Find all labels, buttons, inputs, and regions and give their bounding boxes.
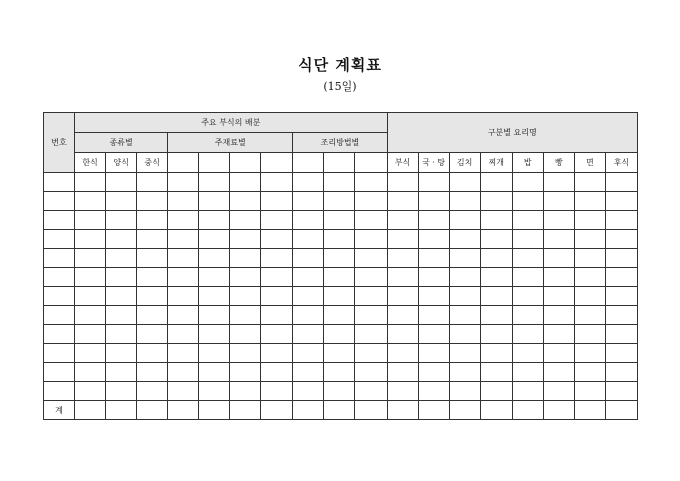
total-cell[interactable] bbox=[449, 401, 480, 420]
table-cell[interactable] bbox=[168, 325, 199, 344]
table-cell[interactable] bbox=[44, 287, 75, 306]
table-cell[interactable] bbox=[293, 249, 324, 268]
header-blank-cell bbox=[230, 153, 261, 173]
table-row bbox=[44, 268, 638, 287]
table-cell[interactable] bbox=[230, 230, 261, 249]
table-cell[interactable] bbox=[44, 211, 75, 230]
page-title: 식단 계획표 bbox=[298, 56, 382, 74]
table-cell[interactable] bbox=[543, 173, 574, 192]
total-cell[interactable] bbox=[168, 401, 199, 420]
table-cell[interactable] bbox=[293, 211, 324, 230]
table-cell[interactable] bbox=[261, 363, 293, 382]
table-cell[interactable] bbox=[44, 306, 75, 325]
table-cell[interactable] bbox=[543, 287, 574, 306]
header-kimchi: 김치 bbox=[449, 153, 480, 173]
table-cell[interactable] bbox=[106, 306, 137, 325]
table-cell[interactable] bbox=[168, 211, 199, 230]
table-cell[interactable] bbox=[44, 173, 75, 192]
table-cell[interactable] bbox=[480, 306, 512, 325]
table-cell[interactable] bbox=[418, 363, 449, 382]
table-row bbox=[44, 325, 638, 344]
table-cell[interactable] bbox=[605, 382, 637, 401]
table-cell[interactable] bbox=[543, 268, 574, 287]
table-cell[interactable] bbox=[512, 382, 543, 401]
table-cell[interactable] bbox=[605, 268, 637, 287]
page-subtitle: (15일) bbox=[323, 80, 357, 93]
table-cell[interactable] bbox=[387, 287, 418, 306]
table-cell[interactable] bbox=[168, 287, 199, 306]
table-cell[interactable] bbox=[75, 344, 106, 363]
table-cell[interactable] bbox=[605, 344, 637, 363]
table-cell[interactable] bbox=[574, 192, 605, 211]
table-cell[interactable] bbox=[480, 382, 512, 401]
table-cell[interactable] bbox=[75, 211, 106, 230]
table-cell[interactable] bbox=[574, 211, 605, 230]
table-cell[interactable] bbox=[480, 173, 512, 192]
table-cell[interactable] bbox=[324, 173, 355, 192]
table-cell[interactable] bbox=[605, 192, 637, 211]
table-cell[interactable] bbox=[44, 382, 75, 401]
table-cell[interactable] bbox=[75, 325, 106, 344]
table-cell[interactable] bbox=[324, 249, 355, 268]
table-cell[interactable] bbox=[293, 382, 324, 401]
table-cell[interactable] bbox=[543, 230, 574, 249]
total-cell[interactable] bbox=[199, 401, 230, 420]
table-cell[interactable] bbox=[418, 306, 449, 325]
table-cell[interactable] bbox=[137, 268, 168, 287]
header-blank-cell bbox=[199, 153, 230, 173]
total-cell[interactable] bbox=[605, 401, 637, 420]
table-cell[interactable] bbox=[387, 344, 418, 363]
table-cell[interactable] bbox=[293, 192, 324, 211]
table-cell[interactable] bbox=[199, 192, 230, 211]
table-cell[interactable] bbox=[387, 268, 418, 287]
table-cell[interactable] bbox=[605, 173, 637, 192]
header-blank-cell bbox=[261, 153, 293, 173]
table-cell[interactable] bbox=[574, 268, 605, 287]
table-cell[interactable] bbox=[387, 249, 418, 268]
table-cell[interactable] bbox=[512, 211, 543, 230]
table-cell[interactable] bbox=[449, 173, 480, 192]
table-cell[interactable] bbox=[44, 249, 75, 268]
table-cell[interactable] bbox=[261, 268, 293, 287]
table-cell[interactable] bbox=[324, 230, 355, 249]
total-label: 계 bbox=[44, 401, 75, 420]
table-cell[interactable] bbox=[44, 344, 75, 363]
table-cell[interactable] bbox=[137, 230, 168, 249]
table-cell[interactable] bbox=[355, 344, 387, 363]
table-cell[interactable] bbox=[293, 268, 324, 287]
table-cell[interactable] bbox=[106, 382, 137, 401]
table-cell[interactable] bbox=[418, 382, 449, 401]
table-cell[interactable] bbox=[605, 325, 637, 344]
table-cell[interactable] bbox=[137, 249, 168, 268]
total-cell[interactable] bbox=[355, 401, 387, 420]
table-row bbox=[44, 211, 638, 230]
total-cell[interactable] bbox=[418, 401, 449, 420]
header-chinese: 중식 bbox=[137, 153, 168, 173]
table-cell[interactable] bbox=[512, 287, 543, 306]
table-cell[interactable] bbox=[230, 287, 261, 306]
table-cell[interactable] bbox=[230, 382, 261, 401]
table-cell[interactable] bbox=[355, 287, 387, 306]
table-cell[interactable] bbox=[574, 363, 605, 382]
table-cell[interactable] bbox=[44, 325, 75, 344]
table-cell[interactable] bbox=[199, 306, 230, 325]
table-cell[interactable] bbox=[480, 192, 512, 211]
table-cell[interactable] bbox=[293, 230, 324, 249]
table-cell[interactable] bbox=[44, 230, 75, 249]
total-cell[interactable] bbox=[230, 401, 261, 420]
total-cell[interactable] bbox=[387, 401, 418, 420]
table-cell[interactable] bbox=[387, 211, 418, 230]
table-cell[interactable] bbox=[199, 344, 230, 363]
table-row bbox=[44, 363, 638, 382]
table-cell[interactable] bbox=[355, 173, 387, 192]
total-cell[interactable] bbox=[574, 401, 605, 420]
table-cell[interactable] bbox=[449, 230, 480, 249]
table-row bbox=[44, 306, 638, 325]
table-cell[interactable] bbox=[137, 192, 168, 211]
table-cell[interactable] bbox=[605, 249, 637, 268]
table-cell[interactable] bbox=[230, 325, 261, 344]
total-cell[interactable] bbox=[261, 401, 293, 420]
table-cell[interactable] bbox=[355, 382, 387, 401]
table-cell[interactable] bbox=[512, 268, 543, 287]
table-cell[interactable] bbox=[449, 211, 480, 230]
table-cell[interactable] bbox=[449, 287, 480, 306]
table-cell[interactable] bbox=[480, 230, 512, 249]
table-cell[interactable] bbox=[230, 306, 261, 325]
table-row bbox=[44, 344, 638, 363]
table-cell[interactable] bbox=[512, 306, 543, 325]
table-cell[interactable] bbox=[605, 306, 637, 325]
table-cell[interactable] bbox=[106, 173, 137, 192]
table-cell[interactable] bbox=[355, 230, 387, 249]
total-cell[interactable] bbox=[137, 401, 168, 420]
table-cell[interactable] bbox=[199, 268, 230, 287]
table-cell[interactable] bbox=[261, 211, 293, 230]
table-cell[interactable] bbox=[137, 306, 168, 325]
table-cell[interactable] bbox=[75, 382, 106, 401]
table-cell[interactable] bbox=[480, 249, 512, 268]
table-cell[interactable] bbox=[106, 268, 137, 287]
table-cell[interactable] bbox=[418, 268, 449, 287]
table-cell[interactable] bbox=[512, 192, 543, 211]
table-cell[interactable] bbox=[324, 363, 355, 382]
table-row bbox=[44, 382, 638, 401]
table-cell[interactable] bbox=[230, 249, 261, 268]
header-blank-cell bbox=[293, 153, 324, 173]
table-cell[interactable] bbox=[324, 325, 355, 344]
table-cell[interactable] bbox=[137, 325, 168, 344]
table-cell[interactable] bbox=[574, 325, 605, 344]
table-cell[interactable] bbox=[199, 230, 230, 249]
header-main-side-dish-allocation: 주요 부식의 배분 bbox=[75, 113, 388, 133]
table-cell[interactable] bbox=[449, 192, 480, 211]
table-cell[interactable] bbox=[261, 306, 293, 325]
table-cell[interactable] bbox=[230, 363, 261, 382]
header-dish-names-by-category: 구분별 요리명 bbox=[387, 113, 637, 153]
table-cell[interactable] bbox=[574, 344, 605, 363]
table-cell[interactable] bbox=[168, 249, 199, 268]
table-cell[interactable] bbox=[75, 287, 106, 306]
table-cell[interactable] bbox=[75, 192, 106, 211]
table-cell[interactable] bbox=[324, 306, 355, 325]
table-cell[interactable] bbox=[137, 363, 168, 382]
table-cell[interactable] bbox=[199, 382, 230, 401]
table-cell[interactable] bbox=[387, 230, 418, 249]
table-cell[interactable] bbox=[324, 344, 355, 363]
table-cell[interactable] bbox=[543, 306, 574, 325]
table-cell[interactable] bbox=[168, 173, 199, 192]
table-cell[interactable] bbox=[324, 268, 355, 287]
table-cell[interactable] bbox=[387, 192, 418, 211]
table-cell[interactable] bbox=[106, 230, 137, 249]
table-cell[interactable] bbox=[199, 211, 230, 230]
table-cell[interactable] bbox=[199, 287, 230, 306]
table-cell[interactable] bbox=[449, 382, 480, 401]
header-number: 번호 bbox=[44, 113, 75, 173]
table-cell[interactable] bbox=[106, 363, 137, 382]
table-cell[interactable] bbox=[44, 268, 75, 287]
table-cell[interactable] bbox=[324, 211, 355, 230]
table-cell[interactable] bbox=[449, 363, 480, 382]
table-row bbox=[44, 287, 638, 306]
table-cell[interactable] bbox=[480, 325, 512, 344]
header-by-cooking-method: 조리방법별 bbox=[293, 133, 387, 153]
table-cell[interactable] bbox=[261, 287, 293, 306]
table-cell[interactable] bbox=[512, 249, 543, 268]
table-cell[interactable] bbox=[106, 249, 137, 268]
table-cell[interactable] bbox=[199, 249, 230, 268]
table-cell[interactable] bbox=[168, 382, 199, 401]
header-side-dish: 부식 bbox=[387, 153, 418, 173]
table-cell[interactable] bbox=[512, 363, 543, 382]
table-cell[interactable] bbox=[355, 249, 387, 268]
table-body bbox=[44, 173, 638, 420]
table-cell[interactable] bbox=[418, 344, 449, 363]
table-cell[interactable] bbox=[355, 325, 387, 344]
total-cell[interactable] bbox=[480, 401, 512, 420]
table-cell[interactable] bbox=[324, 287, 355, 306]
table-cell[interactable] bbox=[387, 306, 418, 325]
table-cell[interactable] bbox=[324, 382, 355, 401]
table-cell[interactable] bbox=[199, 363, 230, 382]
table-cell[interactable] bbox=[512, 325, 543, 344]
table-cell[interactable] bbox=[574, 173, 605, 192]
table-cell[interactable] bbox=[106, 344, 137, 363]
table-cell[interactable] bbox=[137, 287, 168, 306]
table-cell[interactable] bbox=[137, 211, 168, 230]
header-rice: 밥 bbox=[512, 153, 543, 173]
table-cell[interactable] bbox=[543, 249, 574, 268]
table-cell[interactable] bbox=[543, 363, 574, 382]
table-cell[interactable] bbox=[418, 230, 449, 249]
table-cell[interactable] bbox=[261, 344, 293, 363]
header-noodles: 면 bbox=[574, 153, 605, 173]
table-cell[interactable] bbox=[106, 211, 137, 230]
table-cell[interactable] bbox=[44, 192, 75, 211]
table-cell[interactable] bbox=[44, 363, 75, 382]
table-cell[interactable] bbox=[75, 268, 106, 287]
table-cell[interactable] bbox=[512, 344, 543, 363]
table-cell[interactable] bbox=[355, 211, 387, 230]
table-cell[interactable] bbox=[543, 325, 574, 344]
table-cell[interactable] bbox=[168, 268, 199, 287]
table-cell[interactable] bbox=[418, 325, 449, 344]
header-blank-cell bbox=[324, 153, 355, 173]
table-cell[interactable] bbox=[543, 211, 574, 230]
table-cell[interactable] bbox=[75, 306, 106, 325]
table-cell[interactable] bbox=[387, 173, 418, 192]
table-cell[interactable] bbox=[230, 192, 261, 211]
table-row bbox=[44, 173, 638, 192]
total-cell[interactable] bbox=[543, 401, 574, 420]
table-cell[interactable] bbox=[418, 173, 449, 192]
table-cell[interactable] bbox=[480, 287, 512, 306]
table-cell[interactable] bbox=[480, 363, 512, 382]
table-cell[interactable] bbox=[605, 363, 637, 382]
table-row bbox=[44, 249, 638, 268]
table-cell[interactable] bbox=[418, 287, 449, 306]
header-blank-cell bbox=[168, 153, 199, 173]
header-by-main-ingredient: 주재료별 bbox=[168, 133, 293, 153]
total-cell[interactable] bbox=[512, 401, 543, 420]
table-cell[interactable] bbox=[512, 230, 543, 249]
table-cell[interactable] bbox=[137, 344, 168, 363]
table-cell[interactable] bbox=[168, 230, 199, 249]
table-cell[interactable] bbox=[574, 306, 605, 325]
table-cell[interactable] bbox=[449, 325, 480, 344]
table-cell[interactable] bbox=[543, 344, 574, 363]
header-soup-stew: 국 · 탕 bbox=[418, 153, 449, 173]
table-cell[interactable] bbox=[480, 211, 512, 230]
table-cell[interactable] bbox=[261, 249, 293, 268]
table-cell[interactable] bbox=[199, 325, 230, 344]
header-western: 양식 bbox=[106, 153, 137, 173]
table-cell[interactable] bbox=[261, 382, 293, 401]
table-cell[interactable] bbox=[418, 211, 449, 230]
table-cell[interactable] bbox=[418, 192, 449, 211]
table-cell[interactable] bbox=[137, 382, 168, 401]
table-cell[interactable] bbox=[261, 230, 293, 249]
table-cell[interactable] bbox=[605, 287, 637, 306]
table-cell[interactable] bbox=[355, 268, 387, 287]
table-row bbox=[44, 230, 638, 249]
table-cell[interactable] bbox=[293, 173, 324, 192]
table-cell[interactable] bbox=[605, 211, 637, 230]
table-cell[interactable] bbox=[199, 173, 230, 192]
table-cell[interactable] bbox=[230, 173, 261, 192]
table-cell[interactable] bbox=[168, 344, 199, 363]
header-korean: 한식 bbox=[75, 153, 106, 173]
table-cell[interactable] bbox=[480, 268, 512, 287]
table-cell[interactable] bbox=[75, 173, 106, 192]
table-cell[interactable] bbox=[293, 344, 324, 363]
header-bread: 빵 bbox=[543, 153, 574, 173]
table-cell[interactable] bbox=[293, 287, 324, 306]
table-cell[interactable] bbox=[137, 173, 168, 192]
table-cell[interactable] bbox=[449, 268, 480, 287]
table-cell[interactable] bbox=[230, 211, 261, 230]
table-cell[interactable] bbox=[387, 363, 418, 382]
table-cell[interactable] bbox=[574, 230, 605, 249]
table-cell[interactable] bbox=[449, 306, 480, 325]
table-cell[interactable] bbox=[261, 173, 293, 192]
header-dessert: 후식 bbox=[605, 153, 637, 173]
header-jjigae: 찌개 bbox=[480, 153, 512, 173]
table-cell[interactable] bbox=[605, 230, 637, 249]
table-cell[interactable] bbox=[261, 192, 293, 211]
table-cell[interactable] bbox=[75, 249, 106, 268]
total-cell[interactable] bbox=[324, 401, 355, 420]
table-cell[interactable] bbox=[168, 192, 199, 211]
meal-plan-table bbox=[43, 112, 638, 420]
table-row bbox=[44, 192, 638, 211]
table-cell[interactable] bbox=[230, 344, 261, 363]
table-cell[interactable] bbox=[418, 249, 449, 268]
total-cell[interactable] bbox=[293, 401, 324, 420]
table-cell[interactable] bbox=[449, 249, 480, 268]
table-cell[interactable] bbox=[261, 325, 293, 344]
table-cell[interactable] bbox=[512, 173, 543, 192]
table-cell[interactable] bbox=[75, 363, 106, 382]
table-cell[interactable] bbox=[574, 249, 605, 268]
table-cell[interactable] bbox=[106, 192, 137, 211]
table-cell[interactable] bbox=[75, 230, 106, 249]
table-cell[interactable] bbox=[574, 382, 605, 401]
header-blank-cell bbox=[355, 153, 387, 173]
table-cell[interactable] bbox=[355, 192, 387, 211]
table-cell[interactable] bbox=[543, 382, 574, 401]
total-row bbox=[44, 401, 638, 420]
table-cell[interactable] bbox=[480, 344, 512, 363]
table-cell[interactable] bbox=[355, 363, 387, 382]
table-cell[interactable] bbox=[168, 363, 199, 382]
table-cell[interactable] bbox=[168, 306, 199, 325]
table-cell[interactable] bbox=[355, 306, 387, 325]
total-cell[interactable] bbox=[106, 401, 137, 420]
table-cell[interactable] bbox=[574, 287, 605, 306]
table-cell[interactable] bbox=[293, 363, 324, 382]
table-cell[interactable] bbox=[106, 287, 137, 306]
table-cell[interactable] bbox=[230, 268, 261, 287]
table-cell[interactable] bbox=[324, 192, 355, 211]
table-cell[interactable] bbox=[543, 192, 574, 211]
table-cell[interactable] bbox=[449, 344, 480, 363]
table-cell[interactable] bbox=[387, 325, 418, 344]
table-cell[interactable] bbox=[387, 382, 418, 401]
table-cell[interactable] bbox=[293, 325, 324, 344]
table-cell[interactable] bbox=[293, 306, 324, 325]
table-cell[interactable] bbox=[106, 325, 137, 344]
total-cell[interactable] bbox=[75, 401, 106, 420]
header-by-type: 종류별 bbox=[75, 133, 168, 153]
